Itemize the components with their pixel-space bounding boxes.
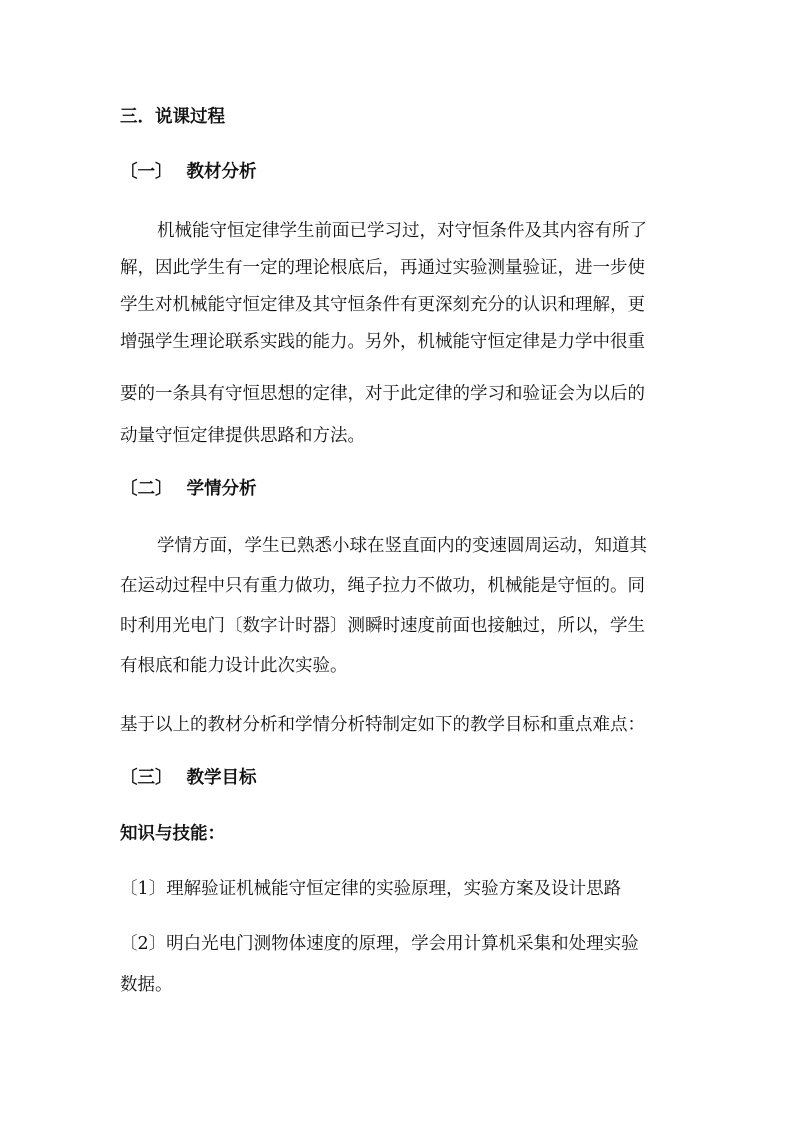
list-item-2: 〔2〕明白光电门测物体速度的原理，学会用计算机采集和处理实验 [120,934,639,954]
section-1-label: 〔一〕 [120,162,173,182]
paragraph-1-line-6: 动量守恒定律提供思路和方法。 [120,426,365,446]
paragraph-2-line-3: 时利用光电门〔数字计时器〕测瞬时速度前面也接触过，所以，学生 [120,616,645,636]
list-item-2-continuation: 数据。 [120,975,173,995]
subheading-knowledge-skills: 知识与技能： [120,824,225,844]
section-2-heading [120,477,257,501]
section-title: 三．说课过程 [120,107,225,127]
section-2-title: 学情分析 [186,479,257,499]
section-3-heading [120,766,257,790]
section-1-heading [120,160,257,184]
section-3-label: 〔三〕 [120,768,173,788]
paragraph-2-line-2: 在运动过程中只有重力做功，绳子拉力不做功，机械能是守恒的。同 [120,576,645,596]
list-item-1: 〔1〕理解验证机械能守恒定律的实验原理，实验方案及设计思路 [120,879,622,899]
paragraph-1-line-5: 要的一条具有守恒思想的定律，对于此定律的学习和验证会为以后的 [120,384,645,404]
paragraph-2-line-1: 学情方面，学生已熟悉小球在竖直面内的变速圆周运动，知道其 [157,536,647,556]
paragraph-1-line-2: 解，因此学生有一定的理论根底后，再通过实验测量验证，进一步使 [120,258,645,278]
section-2-label: 〔二〕 [120,479,173,499]
paragraph-1-line-3: 学生对机械能守恒定律及其守恒条件有更深刻充分的认识和理解，更 [120,295,645,315]
paragraph-1-line-4: 增强学生理论联系实践的能力。另外，机械能守恒定律是力学中很重 [120,332,645,352]
bridge-sentence: 基于以上的教材分析和学情分析特制定如下的教学目标和重点难点： [120,715,645,735]
section-1-title: 教材分析 [186,162,257,182]
paragraph-2-line-4: 有根底和能力设计此次实验。 [120,656,348,676]
paragraph-1-line-1: 机械能守恒定律学生前面已学习过，对守恒条件及其内容有所了 [157,221,647,241]
section-3-title: 教学目标 [186,768,257,788]
